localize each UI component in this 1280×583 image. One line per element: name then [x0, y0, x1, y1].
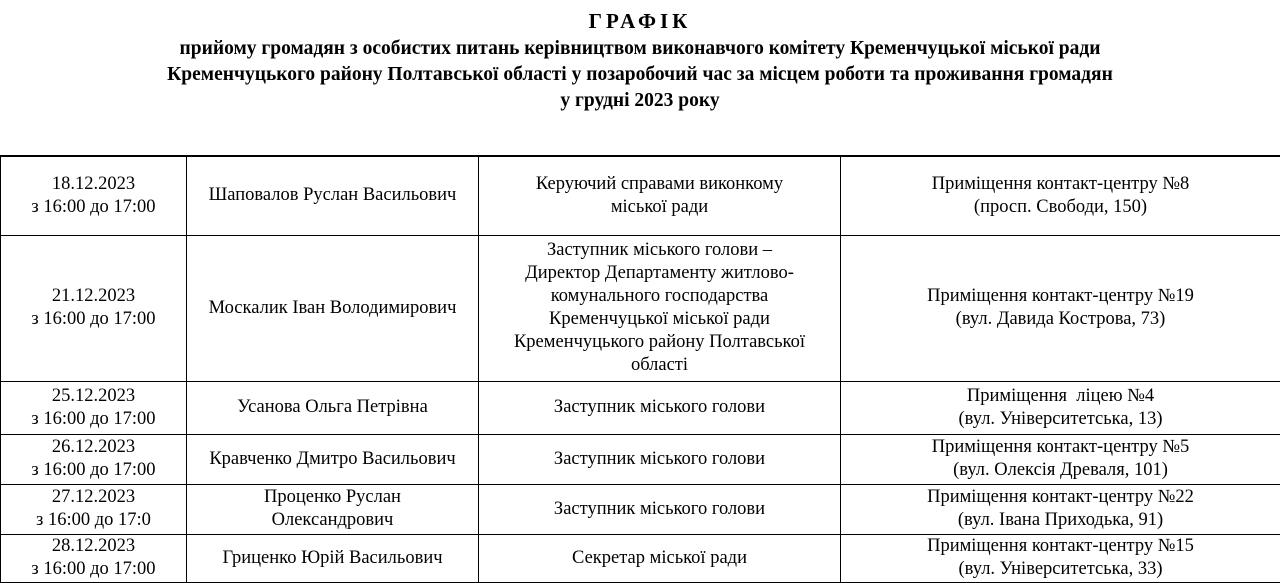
position-cell	[479, 484, 841, 534]
location-address: (вул. Університетська, 33)	[845, 558, 1276, 581]
schedule-table	[0, 155, 1280, 583]
location-cell	[841, 484, 1280, 534]
position-line: міської ради	[483, 196, 836, 219]
time-text: з 16:00 до 17:0	[5, 509, 182, 532]
official-name-cell	[187, 484, 479, 534]
position-line: Заступник міського голови	[483, 448, 836, 471]
table-row	[1, 434, 1280, 484]
document-title: ГРАФІК	[0, 6, 1280, 36]
document-header	[0, 6, 1280, 114]
date-text: 18.12.2023	[5, 173, 182, 196]
official-name-cell	[187, 381, 479, 434]
position-line: Заступник міського голови	[483, 498, 836, 521]
date-cell	[1, 434, 187, 484]
position-cell	[479, 534, 841, 582]
location-cell	[841, 434, 1280, 484]
location-address: (вул. Івана Приходька, 91)	[845, 509, 1276, 532]
location-name: Приміщення контакт-центру №19	[845, 285, 1276, 308]
table-row	[1, 534, 1280, 582]
location-address: (вул. Давида Кострова, 73)	[845, 308, 1276, 331]
position-line: Керуючий справами виконкому	[483, 173, 836, 196]
table-row	[1, 484, 1280, 534]
subtitle-line-3: у грудні 2023 року	[0, 88, 1280, 114]
time-text: з 16:00 до 17:00	[5, 308, 182, 331]
date-text: 27.12.2023	[5, 486, 182, 509]
subtitle-line-2: Кременчуцького району Полтавської області у позаробочий час за місцем роботи та проживання громадян	[0, 62, 1280, 88]
official-name-line: Олександрович	[191, 509, 474, 532]
location-cell	[841, 534, 1280, 582]
official-name-cell	[187, 434, 479, 484]
official-name-line: Гриценко Юрій Васильович	[191, 547, 474, 570]
location-cell	[841, 235, 1280, 381]
official-name-cell	[187, 156, 479, 235]
location-name: Приміщення контакт-центру №5	[845, 436, 1276, 459]
date-cell	[1, 534, 187, 582]
position-line: Кременчуцької міської ради	[483, 308, 836, 331]
table-row	[1, 156, 1280, 235]
subtitle-line-1: прийому громадян з особистих питань керівництвом виконавчого комітету Кременчуцької міської ради	[0, 36, 1280, 62]
location-address: (вул. Університетська, 13)	[845, 408, 1276, 431]
location-address: (вул. Олексія Древаля, 101)	[845, 459, 1276, 482]
position-cell	[479, 434, 841, 484]
official-name-line: Москалик Іван Володимирович	[191, 297, 474, 320]
position-line: Заступник міського голови	[483, 396, 836, 419]
location-name: Приміщення контакт-центру №22	[845, 486, 1276, 509]
date-cell	[1, 381, 187, 434]
official-name-line: Кравченко Дмитро Васильович	[191, 448, 474, 471]
position-line: Директор Департаменту житлово-	[483, 262, 836, 285]
location-name: Приміщення контакт-центру №15	[845, 535, 1276, 558]
date-cell	[1, 156, 187, 235]
location-address: (просп. Свободи, 150)	[845, 196, 1276, 219]
date-text: 28.12.2023	[5, 535, 182, 558]
date-text: 21.12.2023	[5, 285, 182, 308]
position-line: Заступник міського голови –	[483, 239, 836, 262]
time-text: з 16:00 до 17:00	[5, 196, 182, 219]
table-row	[1, 235, 1280, 381]
location-cell	[841, 381, 1280, 434]
position-line: Секретар міської ради	[483, 547, 836, 570]
date-cell	[1, 235, 187, 381]
time-text: з 16:00 до 17:00	[5, 558, 182, 581]
position-cell	[479, 381, 841, 434]
date-text: 25.12.2023	[5, 385, 182, 408]
official-name-line: Шаповалов Руслан Васильович	[191, 184, 474, 207]
location-name: Приміщення ліцею №4	[845, 385, 1276, 408]
official-name-cell	[187, 534, 479, 582]
position-line: області	[483, 354, 836, 377]
date-cell	[1, 484, 187, 534]
official-name-line: Проценко Руслан	[191, 486, 474, 509]
official-name-cell	[187, 235, 479, 381]
position-cell	[479, 235, 841, 381]
location-cell	[841, 156, 1280, 235]
date-text: 26.12.2023	[5, 436, 182, 459]
position-line: Кременчуцького району Полтавської	[483, 331, 836, 354]
time-text: з 16:00 до 17:00	[5, 408, 182, 431]
location-name: Приміщення контакт-центру №8	[845, 173, 1276, 196]
official-name-line: Усанова Ольга Петрівна	[191, 396, 474, 419]
position-line: комунального господарства	[483, 285, 836, 308]
table-row	[1, 381, 1280, 434]
position-cell	[479, 156, 841, 235]
time-text: з 16:00 до 17:00	[5, 459, 182, 482]
